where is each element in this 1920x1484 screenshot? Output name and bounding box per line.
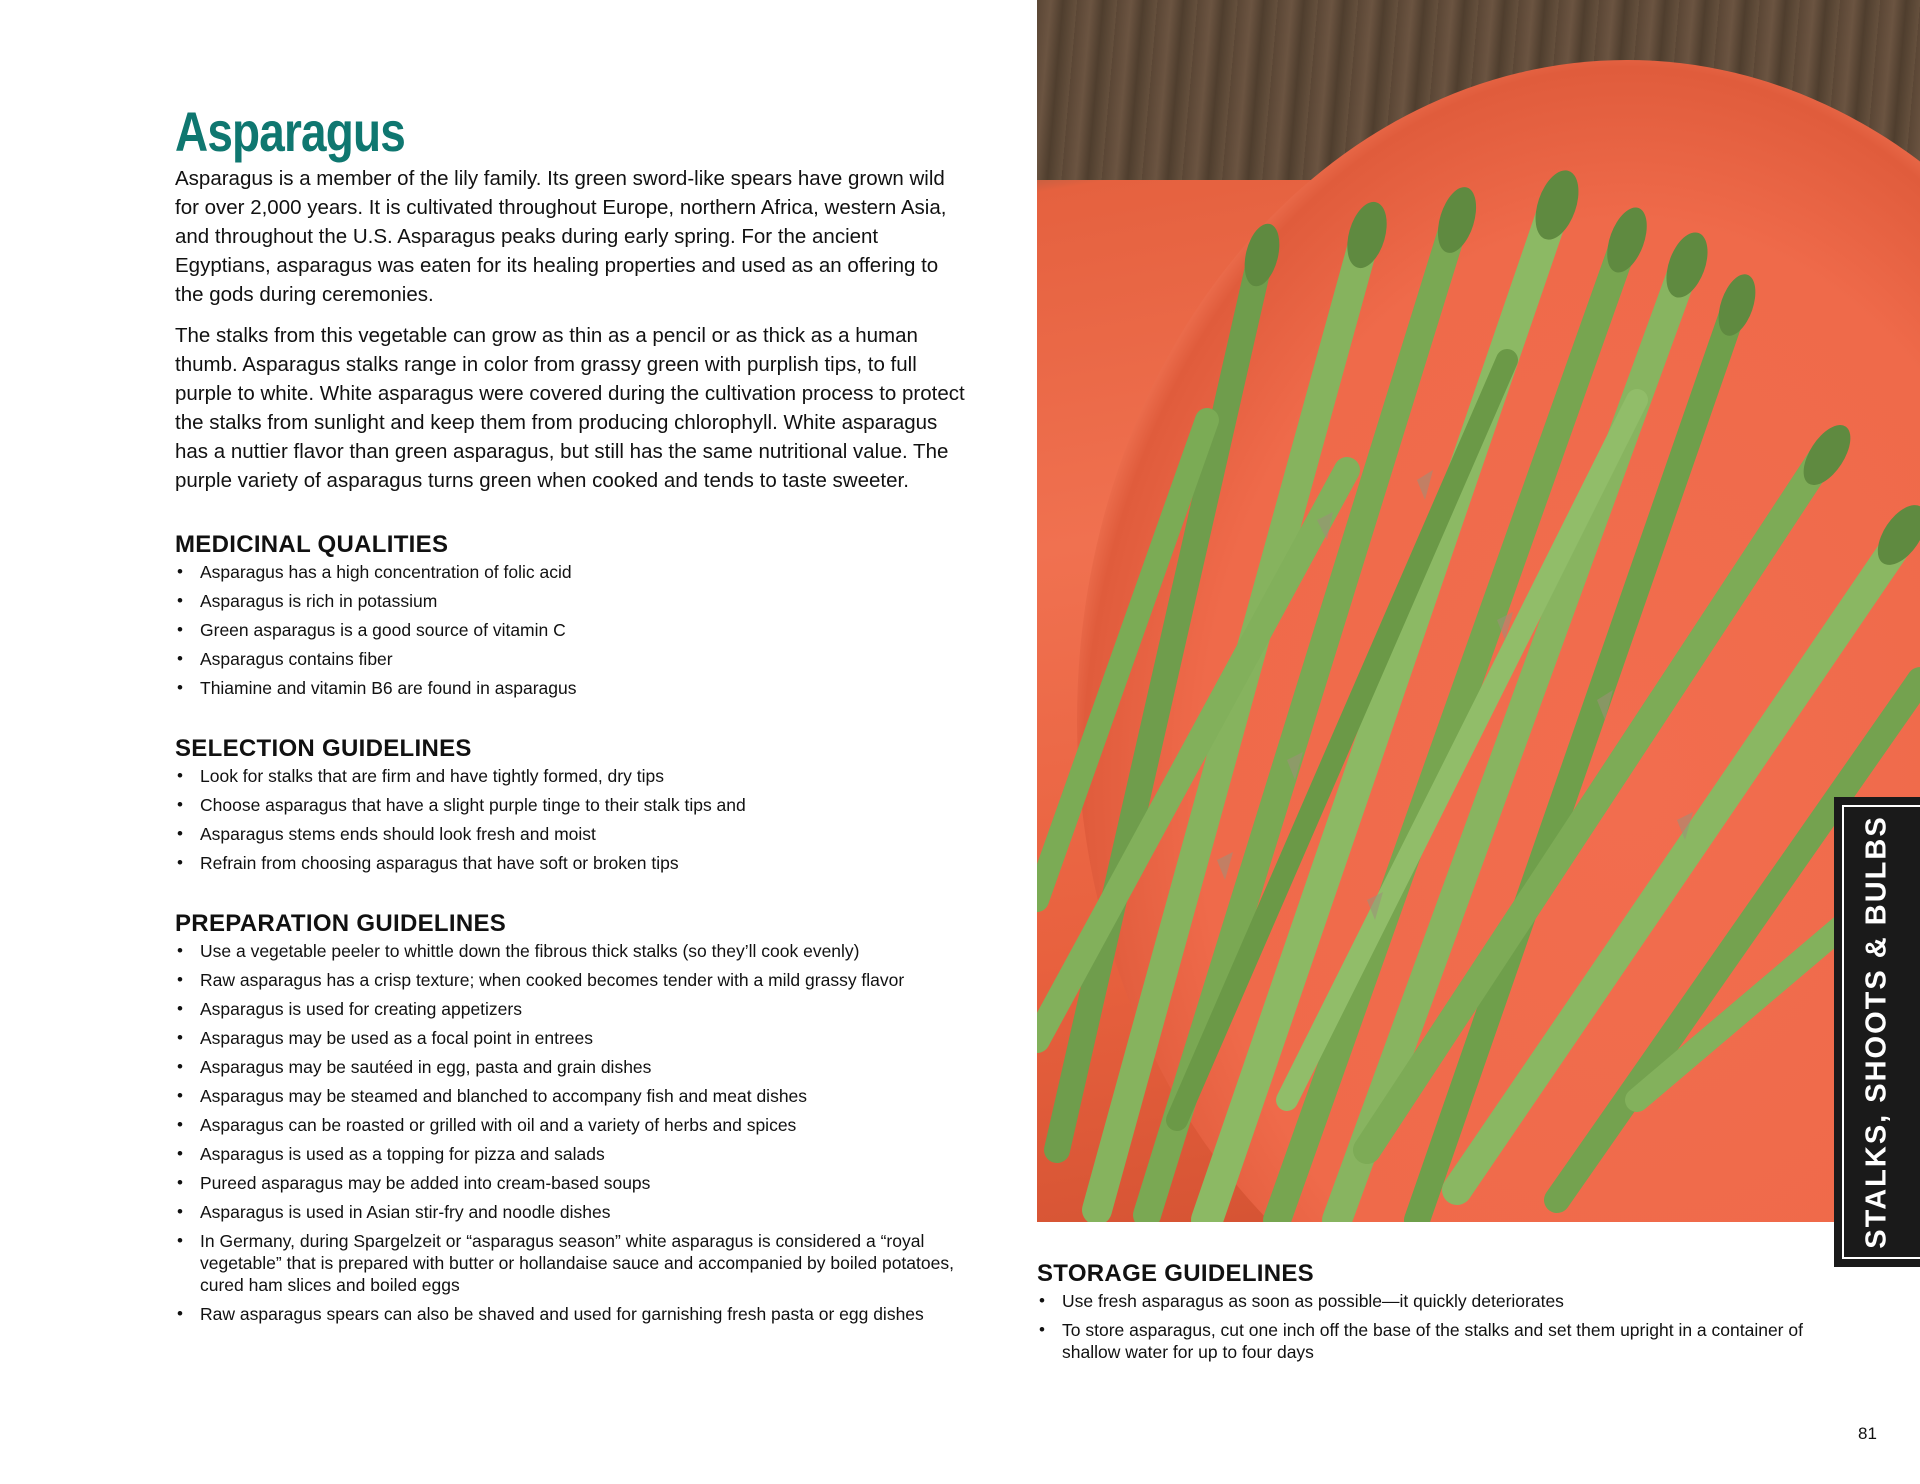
list-item: • Use a vegetable peeler to whittle down the fibrous thick stalks (so they’ll cook evenly) [175, 940, 965, 962]
page-number: 81 [1858, 1424, 1877, 1443]
list-item: • Refrain from choosing asparagus that have soft or broken tips [175, 852, 965, 874]
list-item: • Asparagus is used for creating appetizers [175, 998, 965, 1020]
list-item: • Asparagus contains fiber [175, 648, 965, 670]
section-tab-label: STALKS, SHOOTS & BULBS [1860, 815, 1893, 1249]
intro-paragraph: Asparagus is a member of the lily family. Its green sword-like spears have grown wild for over 2,000 years. It is cultivated throughout Europe, northern Africa, western Asia, and throughout the U.S. Asparagus peaks during early spring. For the ancient Egyptians, asparagus was eaten for its healing properties and used as an offering to the gods during ceremonies. [175, 167, 947, 307]
list-item: • Asparagus can be roasted or grilled with oil and a variety of herbs and spices [175, 1114, 965, 1136]
storage-heading: STORAGE GUIDELINES [1037, 1260, 1314, 1287]
list-item: • Asparagus is used in Asian stir-fry and noodle dishes [175, 1201, 965, 1223]
medicinal-list [175, 561, 965, 699]
list-item: • Green asparagus is a good source of vitamin C [175, 619, 965, 641]
list-item: • Raw asparagus has a crisp texture; when cooked becomes tender with a mild grassy flavor [175, 969, 965, 991]
storage-list [1037, 1290, 1857, 1363]
page-title: Asparagus [175, 100, 405, 163]
list-item: • Asparagus stems ends should look fresh and moist [175, 823, 965, 845]
list-item: • In Germany, during Spargelzeit or “asparagus season” white asparagus is considered a “royal vegetable” that is prepared with butter or hollandaise sauce and accompanied by boiled potatoes, cured ham slices and boiled eggs [175, 1230, 965, 1296]
storage-section [1037, 1260, 1857, 1370]
intro-paragraph: The stalks from this vegetable can grow as thin as a pencil or as thick as a human thumb. Asparagus stalks range in color from grassy green with purplish tips, to full purple to white. White asparagus were covered during the cultivation process to protect the stalks from sunlight and keep them from producing chlorophyll. White asparagus has a nuttier flavor than green asparagus, but still has the same nutritional value. The purple variety of asparagus turns green when cooked and tends to taste sweeter. [175, 324, 965, 493]
list-item: • Asparagus may be sautéed in egg, pasta and grain dishes [175, 1056, 965, 1078]
list-item: • Asparagus has a high concentration of folic acid [175, 561, 965, 583]
selection-list [175, 765, 965, 874]
list-item: • Raw asparagus spears can also be shaved and used for garnishing fresh pasta or egg dishes [175, 1303, 965, 1325]
list-item: • To store asparagus, cut one inch off the base of the stalks and set them upright in a container of shallow water for up to four days [1037, 1319, 1857, 1363]
medicinal-heading: MEDICINAL QUALITIES [175, 531, 449, 559]
main-column [175, 100, 965, 1332]
list-item: • Asparagus may be used as a focal point in entrees [175, 1027, 965, 1049]
list-item: • Asparagus may be steamed and blanched to accompany fish and meat dishes [175, 1085, 965, 1107]
intro-text [175, 164, 965, 495]
preparation-heading: PREPARATION GUIDELINES [175, 910, 507, 938]
section-tab [1834, 797, 1920, 1267]
asparagus-spears [1037, 0, 1920, 1222]
list-item: • Asparagus is rich in potassium [175, 590, 965, 612]
preparation-list [175, 940, 965, 1325]
list-item: • Look for stalks that are firm and have tightly formed, dry tips [175, 765, 965, 787]
asparagus-photo [1037, 0, 1920, 1222]
list-item: • Pureed asparagus may be added into cream-based soups [175, 1172, 965, 1194]
list-item: • Thiamine and vitamin B6 are found in asparagus [175, 677, 965, 699]
list-item: • Asparagus is used as a topping for pizza and salads [175, 1143, 965, 1165]
list-item: • Choose asparagus that have a slight purple tinge to their stalk tips and [175, 794, 965, 816]
list-item: • Use fresh asparagus as soon as possible—it quickly deteriorates [1037, 1290, 1857, 1312]
selection-heading: SELECTION GUIDELINES [175, 735, 472, 763]
